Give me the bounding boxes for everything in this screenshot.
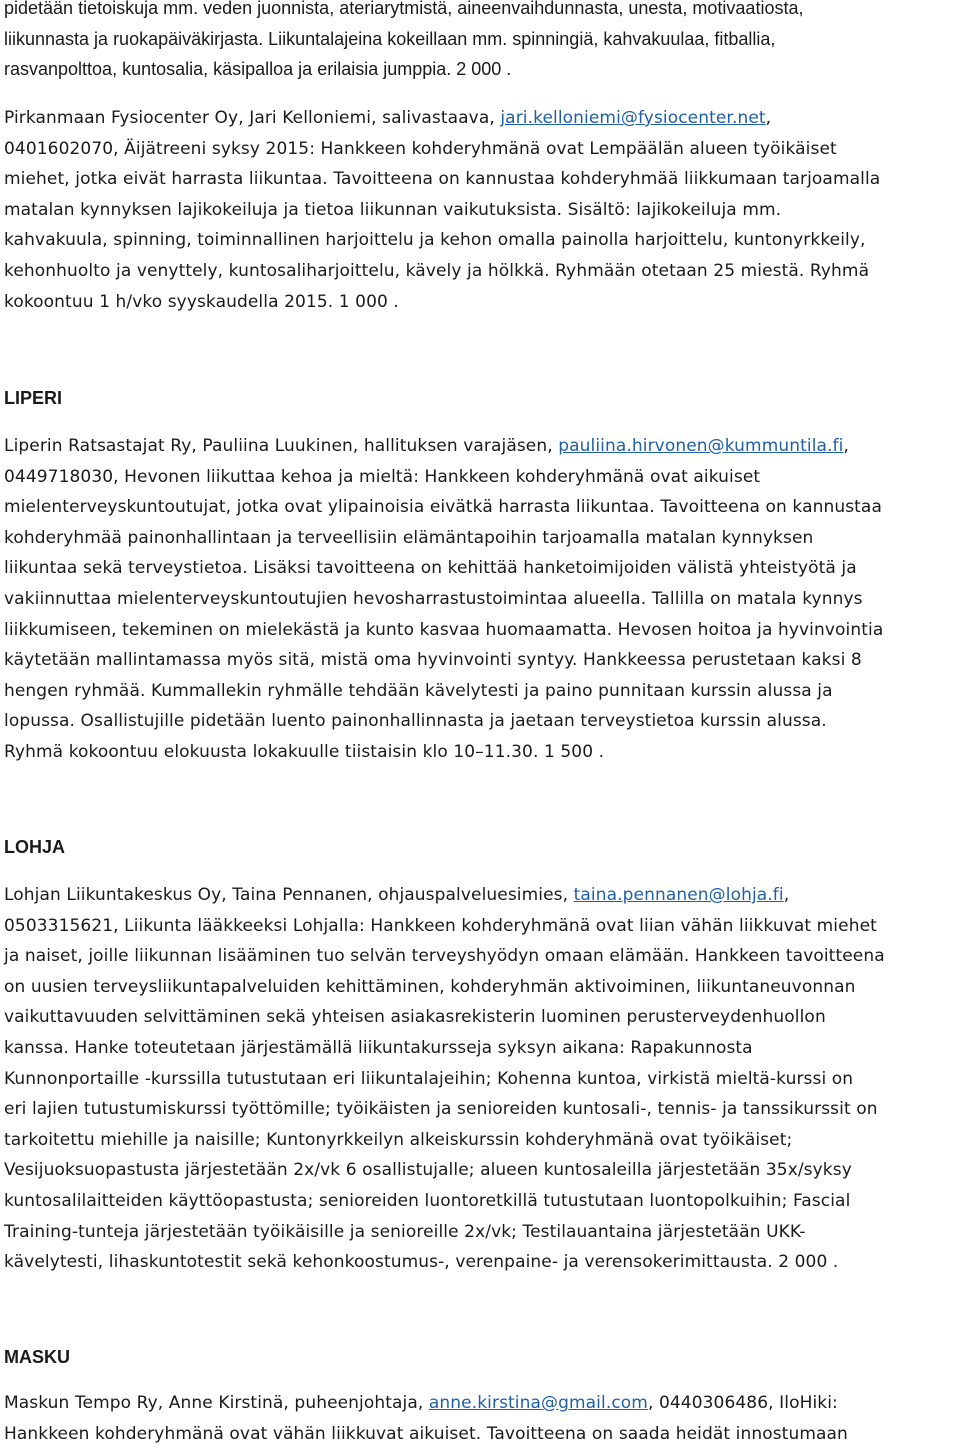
section-heading-liperi: LIPERI <box>4 388 63 408</box>
lohja-description-text: , 0503315621, Liikunta lääkkeeksi Lohjalla: Hankkeen kohderyhmänä ovat liian vähän liikkuvat miehet ja naiset, joille liikunnan lisääminen tuo selvän terveyshyödyn omaan elämään. Hankkeen tavoitteena on uusien terveysliikuntapalveluiden kehittäminen, kohderyhmän aktivoiminen, liikuntaneuvonnan vaikuttavuuden selvittäminen sekä yhteisen asiakasrekisterin luominen perusterveydenhuollon kanssa. Hanke toteutetaan järjestämällä liikuntakursseja syksyn aikana: Rapakunnosta Kunnonportaille -kurssilla tutustutaan eri liikuntalajeihin; Kohenna kuntoa, virkistä mieltä-kurssi on eri lajien tutustumiskurssi työttömille; työikäisten ja senioreiden kuntosali-, tennis- ja tanssikurssit on tarkoitettu miehille ja naisille; Kuntonyrkkeilyn alkeiskurssin kohderyhmänä ovat työikäiset; Vesijuoksuopastusta järjestetään 2x/vk 6 osallistujalle; alueen kuntosaleilla järjestetään 35x/syksy kuntosalilaitteiden käyttöopastusta; senioreiden luontoretkillä tutustutaan luontopolkuihin; Fascial Training-tunteja järjestetään työikäisille ja senioreille 2x/vk; Testilauantaina järjestetään UKK- kävelytesti, lihaskuntotestit sekä kehonkoostumus-, verenpaine- ja verensokerimittausta. 2 000 . <box>4 885 885 1273</box>
liperi-contact-text: Liperin Ratsastajat Ry, Pauliina Luukinen, hallituksen varajäsen, <box>4 436 559 456</box>
liperi-description-text: , 0449718030, Hevonen liikuttaa kehoa ja mieltä: Hankkeen kohderyhmänä ovat aikuiset mielenterveyskuntoutujat, jotka ovat ylipainoisia eivätkä harrasta liikuntaa. Tavoitteena on kannustaa kohderyhmää painonhallintaan ja terveellisiin elämäntapoihin tarjoamalla matalan kynnyksen liikuntaa sekä terveystietoa. Lisäksi tavoitteena on kehittää hanketoimijoiden välistä yhteistyötä ja vakiinnuttaa mielenterveyskuntoutujien hevosharrastustoimintaa alueella. Tallilla on matala kynnys liikkumiseen, tekeminen on mielekästä ja kunto kasvaa huomaamatta. Hevosen hoitoa ja hyvinvointia käytetään mallintamassa myös sitä, mistä oma hyvinvointi syntyy. Hankkeessa perustetaan kaksi 8 hengen ryhmää. Kummallekin ryhmälle tehdään kävelytesti ja paino punnitaan kurssin alussa ja lopussa. Osallistujille pidetään luento painonhallinnasta ja jaetaan terveystietoa kurssin alussa. Ryhmä kokoontuu elokuusta lokakuulle tiistaisin klo 10–11.30. 1 500 . <box>4 436 884 762</box>
section-heading-lohja: LOHJA <box>4 837 66 857</box>
paragraph-pirkanmaa <box>4 103 958 317</box>
paragraph-liperi <box>4 431 958 768</box>
masku-email-link[interactable]: anne.kirstina@gmail.com <box>428 1393 648 1413</box>
pirkanmaa-email-link[interactable]: jari.kelloniemi@fysiocenter.net <box>500 108 766 128</box>
liperi-email-link[interactable]: pauliina.hirvonen@kummuntila.fi <box>558 436 844 456</box>
pirkanmaa-description-text: , 0401602070, Äijätreeni syksy 2015: Hankkeen kohderyhmänä ovat Lempäälän alueen työikäiset miehet, jotka eivät harrasta liikuntaa. Tavoitteena on kannustaa kohderyhmää liikkumaan tarjoamalla matalan kynnyksen lajikokeiluja ja tietoa liikunnan vaikutuksista. Sisältö: lajikokeiluja mm. kahvakuula, spinning, toiminnallinen harjoittelu ja kehon omalla painolla harjoittelu, kuntonyrkkeily, kehonhuolto ja venyttely, kuntosaliharjoittelu, kävely ja hölkkä. Ryhmään otetaan 25 miestä. Ryhmä kokoontuu 1 h/vko syyskaudella 2015. 1 000 . <box>4 108 881 312</box>
paragraph-intro <box>4 0 958 85</box>
masku-description-text: , 0440306486, IloHiki: Hankkeen kohderyhmänä ovat vähän liikkuvat aikuiset. Tavoitteena on saada heidät innostumaan <box>4 1393 848 1444</box>
lohja-email-link[interactable]: taina.pennanen@lohja.fi <box>573 885 784 905</box>
lohja-contact-text: Lohjan Liikuntakeskus Oy, Taina Pennanen, ohjauspalveluesimies, <box>4 885 574 905</box>
masku-contact-text: Maskun Tempo Ry, Anne Kirstinä, puheenjohtaja, <box>4 1393 429 1413</box>
paragraph-lohja <box>4 880 958 1278</box>
paragraph-masku <box>4 1388 958 1449</box>
paragraph-intro-text: pidetään tietoiskuja mm. veden juonnista, ateriarytmistä, aineenvaihdunnasta, unesta, motivaatiosta, liikunnasta ja ruokapäiväkirjasta. Liikuntalajeina kokeillaan mm. spinningiä, kahvakuulaa, fitballia, rasvanpolttoa, kuntosalia, käsipalloa ja erilaisia jumppia. 2 000 . <box>4 0 804 80</box>
pirkanmaa-contact-text: Pirkanmaan Fysiocenter Oy, Jari Kelloniemi, salivastaava, <box>4 108 501 128</box>
section-heading-masku: MASKU <box>4 1347 70 1367</box>
